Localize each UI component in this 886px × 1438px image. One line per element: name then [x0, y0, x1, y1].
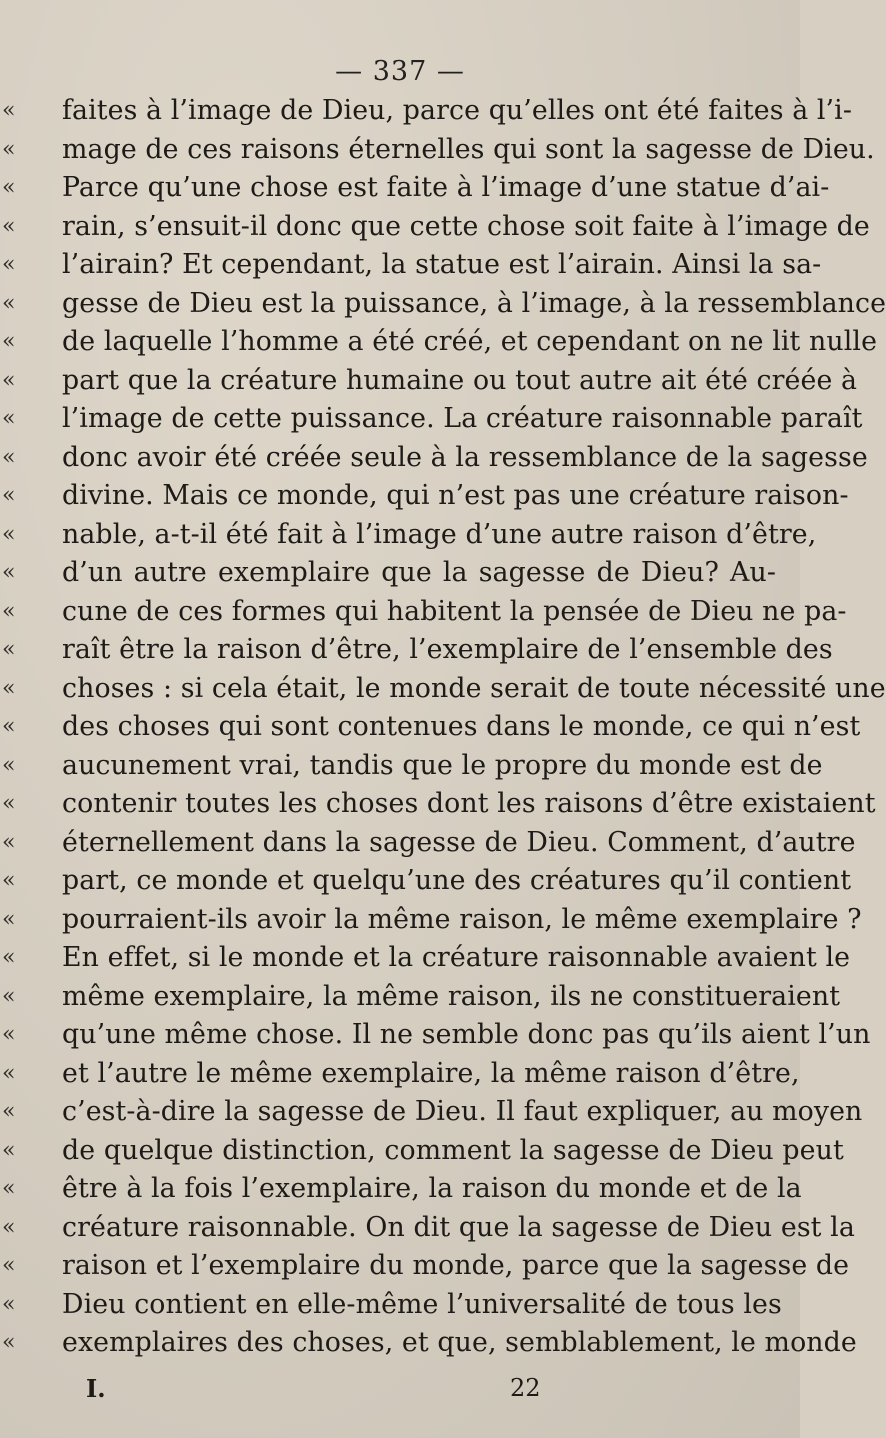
quote-mark: « [2, 136, 16, 162]
quote-mark: « [2, 983, 16, 1009]
quote-mark: « [2, 1099, 16, 1124]
line-text: aucunement vrai, tandis que le propre du monde est de [62, 749, 823, 781]
text-line [0, 1016, 871, 1055]
text-line [0, 593, 847, 632]
quote-mark: « [2, 791, 16, 816]
body-text [0, 92, 886, 1363]
quote-mark: « [2, 829, 16, 855]
text-line [0, 439, 868, 478]
line-text: même exemplaire, la même raison, ils ne constitueraient [62, 980, 841, 1012]
quote-mark: « [2, 752, 16, 778]
line-text: mage de ces raisons éternelles qui sont la sagesse de Dieu. [62, 133, 875, 165]
line-text: Dieu contient en elle-même l’universalité de tous les [62, 1288, 782, 1320]
line-text: de quelque distinction, comment la sagesse de Dieu peut [62, 1134, 844, 1166]
line-text: raît être la raison d’être, l’exemplaire de l’ensemble des [62, 634, 833, 665]
quote-mark: « [2, 1291, 16, 1317]
text-line [0, 862, 852, 901]
text-line [0, 1209, 855, 1248]
text-line [0, 1247, 850, 1286]
text-line [0, 785, 876, 824]
text-line [0, 208, 870, 247]
line-text: gesse de Dieu est la puissance, à l’image, à la ressemblance [62, 287, 886, 319]
text-line [0, 131, 875, 170]
sheet-number: 22 [510, 1374, 541, 1402]
line-text: être à la fois l’exemplaire, la raison du monde et de la [62, 1173, 802, 1204]
quote-mark: « [2, 521, 16, 547]
quote-mark: « [2, 1022, 16, 1047]
line-text: faites à l’image de Dieu, parce qu’elles ont été faites à l’i- [62, 95, 852, 126]
text-line [0, 400, 863, 439]
line-text: et l’autre le même exemplaire, la même raison d’être, [62, 1057, 800, 1089]
text-line [0, 169, 830, 208]
quote-mark: « [2, 483, 16, 508]
quote-mark: « [2, 444, 16, 470]
text-line [0, 323, 878, 362]
line-text: d’un autre exemplaire que la sagesse de Dieu? Au- [62, 557, 776, 588]
text-line [0, 1324, 857, 1363]
text-line [0, 631, 833, 670]
quote-mark: « [2, 637, 16, 662]
text-line [0, 285, 886, 324]
line-text: part que la créature humaine ou tout autre ait été créée à [62, 364, 858, 396]
quote-mark: « [2, 367, 16, 393]
line-text: exemplaires des choses, et que, semblablement, le monde [62, 1327, 857, 1358]
text-line [0, 708, 861, 747]
line-text: l’image de cette puissance. La créature raisonnable paraît [62, 403, 863, 434]
line-text: des choses qui sont contenues dans le monde, ce qui n’est [62, 711, 861, 742]
text-line [0, 670, 886, 709]
line-text: pourraient-ils avoir la même raison, le même exemplaire ? [62, 903, 862, 935]
text-line [0, 901, 862, 940]
quote-mark: « [2, 560, 16, 585]
quote-mark: « [2, 598, 16, 624]
quote-mark: « [2, 175, 16, 200]
text-line [0, 554, 800, 593]
line-text: créature raisonnable. On dit que la sagesse de Dieu est la [62, 1211, 855, 1243]
quote-mark: « [2, 906, 16, 932]
quote-mark: « [2, 1253, 16, 1278]
line-text: choses : si cela était, le monde serait de toute nécessité une [62, 672, 886, 704]
line-text: éternellement dans la sagesse de Dieu. Comment, d’autre [62, 826, 856, 858]
line-text: qu’une même chose. Il ne semble donc pas qu’ils aient l’un [62, 1019, 871, 1050]
quote-mark: « [2, 1214, 16, 1240]
line-text: part, ce monde et quelqu’une des créatures qu’il contient [62, 865, 852, 896]
line-text: cune de ces formes qui habitent la pensée de Dieu ne pa- [62, 595, 847, 627]
page-footer [0, 1374, 800, 1410]
quote-mark: « [2, 1176, 16, 1201]
signature-mark: I. [86, 1374, 106, 1403]
line-text: Parce qu’une chose est faite à l’image d’une statue d’ai- [62, 172, 830, 203]
line-text: donc avoir été créée seule à la ressemblance de la sagesse [62, 441, 868, 473]
text-line [0, 362, 858, 401]
text-line [0, 246, 822, 285]
text-line [0, 1093, 863, 1132]
quote-mark: « [2, 290, 16, 316]
text-line [0, 92, 852, 131]
text-line [0, 978, 841, 1017]
text-line [0, 1132, 844, 1171]
quote-mark: « [2, 252, 16, 277]
line-text: En effet, si le monde et la créature raisonnable avaient le [62, 942, 851, 973]
line-text: raison et l’exemplaire du monde, parce que la sagesse de [62, 1250, 850, 1281]
quote-mark: « [2, 1137, 16, 1163]
text-line [0, 1055, 800, 1094]
quote-mark: « [2, 714, 16, 739]
line-text: nable, a-t-il été fait à l’image d’une autre raison d’être, [62, 518, 817, 550]
quote-mark: « [2, 329, 16, 354]
text-line [0, 1170, 800, 1209]
text-line [0, 477, 849, 516]
quote-mark: « [2, 98, 16, 123]
text-line [0, 939, 851, 978]
line-text: c’est-à-dire la sagesse de Dieu. Il faut expliquer, au moyen [62, 1096, 863, 1127]
quote-mark: « [2, 1330, 16, 1355]
quote-mark: « [2, 406, 16, 431]
quote-mark: « [2, 868, 16, 893]
line-text: divine. Mais ce monde, qui n’est pas une créature raison- [62, 480, 849, 511]
line-text: contenir toutes les choses dont les raisons d’être existaient [62, 788, 876, 819]
page-header-number: — 337 — [335, 56, 465, 87]
line-text: l’airain? Et cependant, la statue est l’airain. Ainsi la sa- [62, 249, 822, 280]
text-line [0, 1286, 800, 1325]
line-text: rain, s’ensuit-il donc que cette chose soit faite à l’image de [62, 210, 870, 242]
line-text: de laquelle l’homme a été créé, et cependant on ne lit nulle [62, 326, 878, 357]
quote-mark: « [2, 945, 16, 970]
quote-mark: « [2, 675, 16, 701]
quote-mark: « [2, 213, 16, 239]
text-line [0, 824, 856, 863]
text-line [0, 747, 823, 786]
quote-mark: « [2, 1060, 16, 1086]
text-line [0, 516, 817, 555]
